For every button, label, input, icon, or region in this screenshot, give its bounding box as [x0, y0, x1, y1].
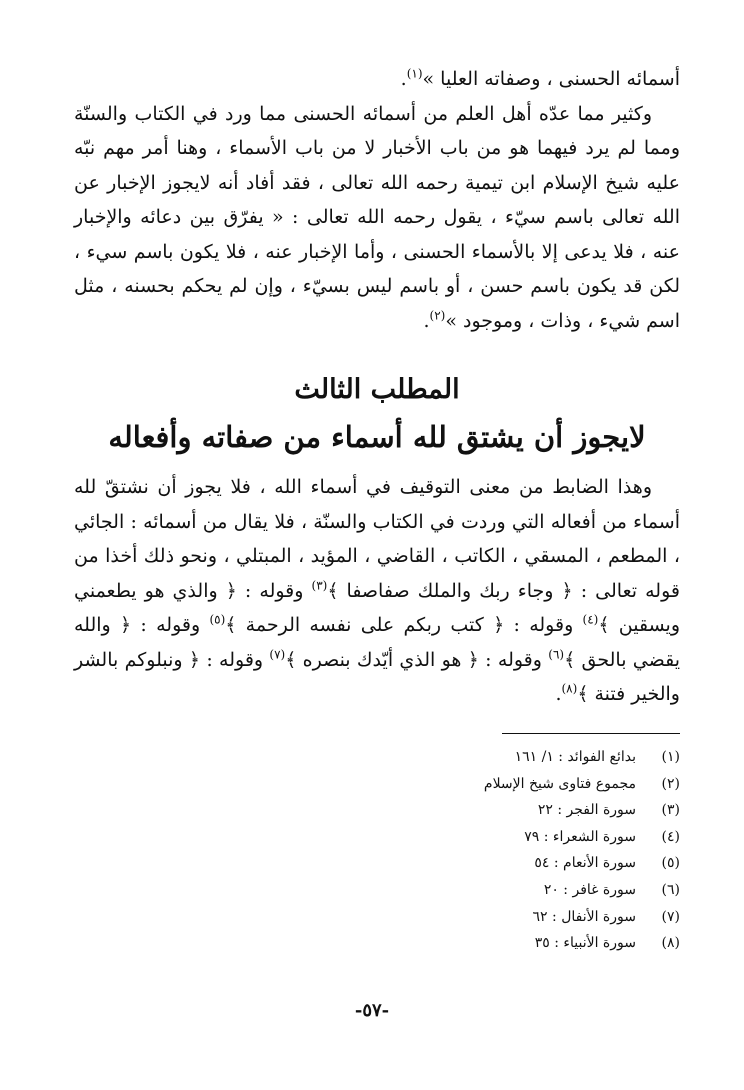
footnote-number: (٣) [661, 802, 680, 819]
paragraph-2 [74, 97, 680, 339]
footnote-ref-6[interactable]: (٦) [548, 647, 565, 662]
footnote-item [74, 771, 680, 798]
page-body [74, 62, 680, 712]
paragraph-3 [74, 470, 680, 712]
footnote-ref-5[interactable]: (٥) [209, 612, 226, 627]
section-subtitle: لايجوز أن يشتق لله أسماء من صفاته وأفعاله [108, 420, 646, 454]
footnote-item [74, 744, 680, 771]
paragraph-3-end: . [555, 683, 562, 705]
footnote-number: (٢) [661, 775, 680, 792]
paragraph-3-text-a: وهذا الضابط من معنى التوقيف في أسماء الله ، فلا يجوز أن نشتقّ لله أسماء من أفعاله التي وردت في الكتاب والسنّة ، فلا يقال من أسمائه : الجائي ، المطعم ، المسقي ، الكاتب ، القاضي ، المؤيد ، المبتلي ، ونحو ذلك أخذا من قوله تعالى : ﴿ وجاء ربك والملك صفاصفا ﴾ [74, 476, 680, 602]
footnote-text: سورة الأنفال : ٦٢ [532, 908, 636, 925]
footnote-ref-4[interactable]: (٤) [582, 612, 599, 627]
paragraph-3-text-e: وقوله : ﴿ هو الذي أيّدك بنصره ﴾ [285, 648, 549, 671]
section-heading [74, 368, 680, 462]
footnote-text: مجموع فتاوى شيخ الإسلام [483, 775, 636, 792]
footnote-number: (١) [661, 749, 680, 765]
footnote-text: سورة الشعراء : ٧٩ [524, 828, 636, 845]
footnote-list [74, 744, 680, 957]
footnote-text: سورة الأنبياء : ٣٥ [534, 935, 636, 952]
footnote-text: سورة الأنعام : ٥٤ [534, 855, 636, 872]
footnote-ref-2[interactable]: (٢) [429, 308, 446, 323]
section-title: المطلب الثالث [294, 374, 460, 405]
footnote-number: (٥) [661, 855, 680, 872]
paragraph-1-end: . [400, 68, 407, 90]
footnote-ref-8[interactable]: (٨) [561, 681, 578, 696]
footnote-ref-7[interactable]: (٧) [269, 647, 286, 662]
footnote-number: (٦) [661, 881, 680, 898]
footnote-number: (٤) [661, 828, 680, 845]
footnote-item [74, 930, 680, 957]
footnote-item [74, 904, 680, 931]
paragraph-3-text-d: وقوله : ﴿ والله يقضي بالحق ﴾ [74, 614, 681, 671]
paragraph-3-text-c: وقوله : ﴿ كتب ربكم على نفسه الرحمة ﴾ [225, 614, 583, 636]
footnote-text: بدائع الفوائد : ١/ ١٦١ [514, 749, 636, 765]
paragraph-1 [74, 62, 680, 97]
page-number: -٥٧- [354, 1000, 390, 1021]
paragraph-2-text: وكثير مما عدّه أهل العلم من أسمائه الحسنى مما ورد في الكتاب والسنّة ومما لم يرد فيهما هو من باب الأخبار لا من باب الأسماء ، وهنا أمر مهم نبّه عليه شيخ الإسلام ابن تيمية رحمه الله تعالى ، فقد أفاد أنه لايجوز الإخبار عن الله تعالى باسم سيّء ، يقول رحمه الله تعالى : « يفرّق بين دعائه والإخبار عنه ، فلا يدعى إلا بالأسماء الحسنى ، وأما الإخبار عنه ، فلا يكون باسم سيء ، لكن قد يكون باسم حسن ، أو باسم ليس بسيّء ، وإن لم يحكم بحسنه ، مثل اسم شيء ، وذات ، وموجود » [74, 102, 680, 332]
footnote-number: (٧) [661, 908, 680, 925]
footnotes [74, 733, 680, 957]
footnote-text: سورة غافر : ٢٠ [543, 881, 636, 898]
paragraph-2-end: . [423, 309, 430, 332]
footnote-item [74, 877, 680, 904]
footnote-text: سورة الفجر : ٢٢ [537, 802, 636, 819]
footnote-item [74, 797, 680, 824]
footnote-divider [502, 733, 680, 734]
footnote-number: (٨) [661, 935, 680, 952]
footnote-ref-3[interactable]: (٣) [311, 578, 328, 593]
footnote-ref-1[interactable]: (١) [406, 66, 423, 81]
footnote-item [74, 824, 680, 851]
paragraph-3-text-f: وقوله : ﴿ ونبلوكم بالشر والخير فتنة ﴾ [74, 648, 680, 705]
paragraph-3-text-b: وقوله : ﴿ والذي هو يطعمني ويسقين ﴾ [74, 579, 680, 636]
paragraph-1-text: أسمائه الحسنى ، وصفاته العليا » [422, 68, 680, 90]
footnote-item [74, 850, 680, 877]
